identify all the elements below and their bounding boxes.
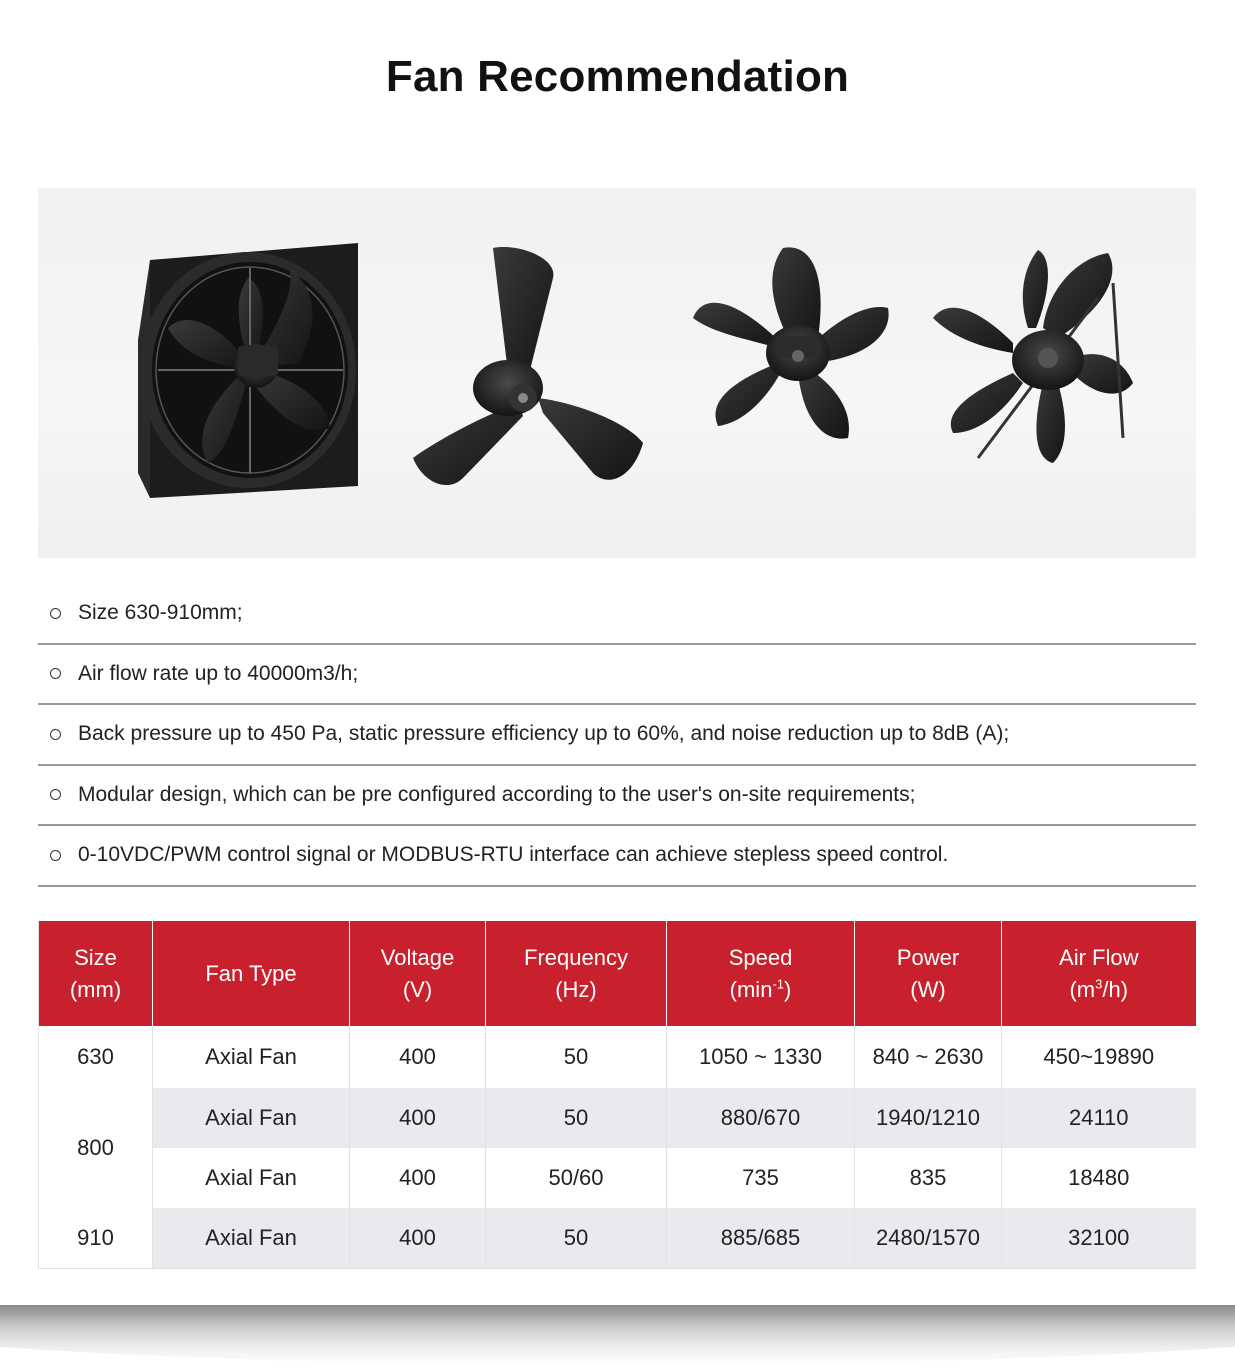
three-blade-fan-icon <box>413 247 643 485</box>
header-air-flow: Air Flow $(m^3/h)$ <box>1002 921 1196 1026</box>
table-row <box>39 1148 1196 1208</box>
feature-text: Air flow rate up to 40000m3/h; <box>78 661 359 685</box>
six-blade-fan-icon <box>933 250 1133 463</box>
cell-fan-type: Axial Fan <box>153 1088 350 1148</box>
cell-speed: 1050 ~ 1330 <box>667 1026 855 1088</box>
feature-item <box>38 584 1196 645</box>
cell-frequency: 50 <box>486 1088 667 1148</box>
circle-bullet-icon <box>50 729 61 740</box>
header-fan-type: Fan Type <box>153 921 350 1026</box>
circle-bullet-icon <box>50 850 61 861</box>
cell-frequency: 50 <box>486 1026 667 1088</box>
cell-frequency: 50/60 <box>486 1148 667 1208</box>
product-image-banner <box>38 188 1196 558</box>
circle-bullet-icon <box>50 668 61 679</box>
cell-voltage: 400 <box>350 1208 486 1269</box>
feature-item <box>38 645 1196 706</box>
header-frequency: Frequency (Hz) <box>486 921 667 1026</box>
cell-size: 910 <box>39 1208 153 1269</box>
cell-size: 800 <box>39 1088 153 1208</box>
cell-power: 1940/1210 <box>855 1088 1002 1148</box>
fan-spec-table <box>38 921 1196 1269</box>
square-frame-axial-fan-icon <box>138 243 358 498</box>
cell-voltage: 400 <box>350 1148 486 1208</box>
table-header-row <box>39 921 1196 1026</box>
cell-speed: 885/685 <box>667 1208 855 1269</box>
fan-illustrations <box>38 188 1196 558</box>
cell-power: 2480/1570 <box>855 1208 1002 1269</box>
table-row <box>39 1088 1196 1148</box>
feature-item <box>38 826 1196 887</box>
feature-list <box>38 584 1196 887</box>
feature-text: 0-10VDC/PWM control signal or MODBUS-RTU interface can achieve stepless speed control. <box>78 843 949 867</box>
table-row <box>39 1026 1196 1088</box>
circle-bullet-icon <box>50 789 61 800</box>
five-blade-fan-icon <box>693 247 889 438</box>
cell-air-flow: 18480 <box>1002 1148 1196 1208</box>
cell-speed: 735 <box>667 1148 855 1208</box>
feature-text: Modular design, which can be pre configured according to the user's on-site requirements; <box>78 782 916 806</box>
header-speed: Speed $(\min^{-1})$ <box>667 921 855 1026</box>
cell-size: 630 <box>39 1026 153 1088</box>
header-voltage: Voltage (V) <box>350 921 486 1026</box>
cell-power: 840 ~ 2630 <box>855 1026 1002 1088</box>
cell-fan-type: Axial Fan <box>153 1026 350 1088</box>
cell-air-flow: 450~19890 <box>1002 1026 1196 1088</box>
cell-air-flow: 32100 <box>1002 1208 1196 1269</box>
header-size: Size (mm) <box>39 921 153 1026</box>
feature-text: Size 630-910mm; <box>78 601 243 625</box>
cell-air-flow: 24110 <box>1002 1088 1196 1148</box>
cell-fan-type: Axial Fan <box>153 1208 350 1269</box>
cell-power: 835 <box>855 1148 1002 1208</box>
bottom-shadow-divider <box>0 1305 1235 1365</box>
header-power: Power (W) <box>855 921 1002 1026</box>
cell-fan-type: Axial Fan <box>153 1148 350 1208</box>
circle-bullet-icon <box>50 608 61 619</box>
feature-item <box>38 766 1196 827</box>
table-row <box>39 1208 1196 1269</box>
cell-voltage: 400 <box>350 1088 486 1148</box>
page-title: Fan Recommendation <box>385 52 850 101</box>
feature-item <box>38 705 1196 766</box>
feature-text: Back pressure up to 450 Pa, static pressure efficiency up to 60%, and noise reduction up to 8dB (A); <box>78 722 1010 746</box>
cell-voltage: 400 <box>350 1026 486 1088</box>
cell-frequency: 50 <box>486 1208 667 1269</box>
cell-speed: 880/670 <box>667 1088 855 1148</box>
